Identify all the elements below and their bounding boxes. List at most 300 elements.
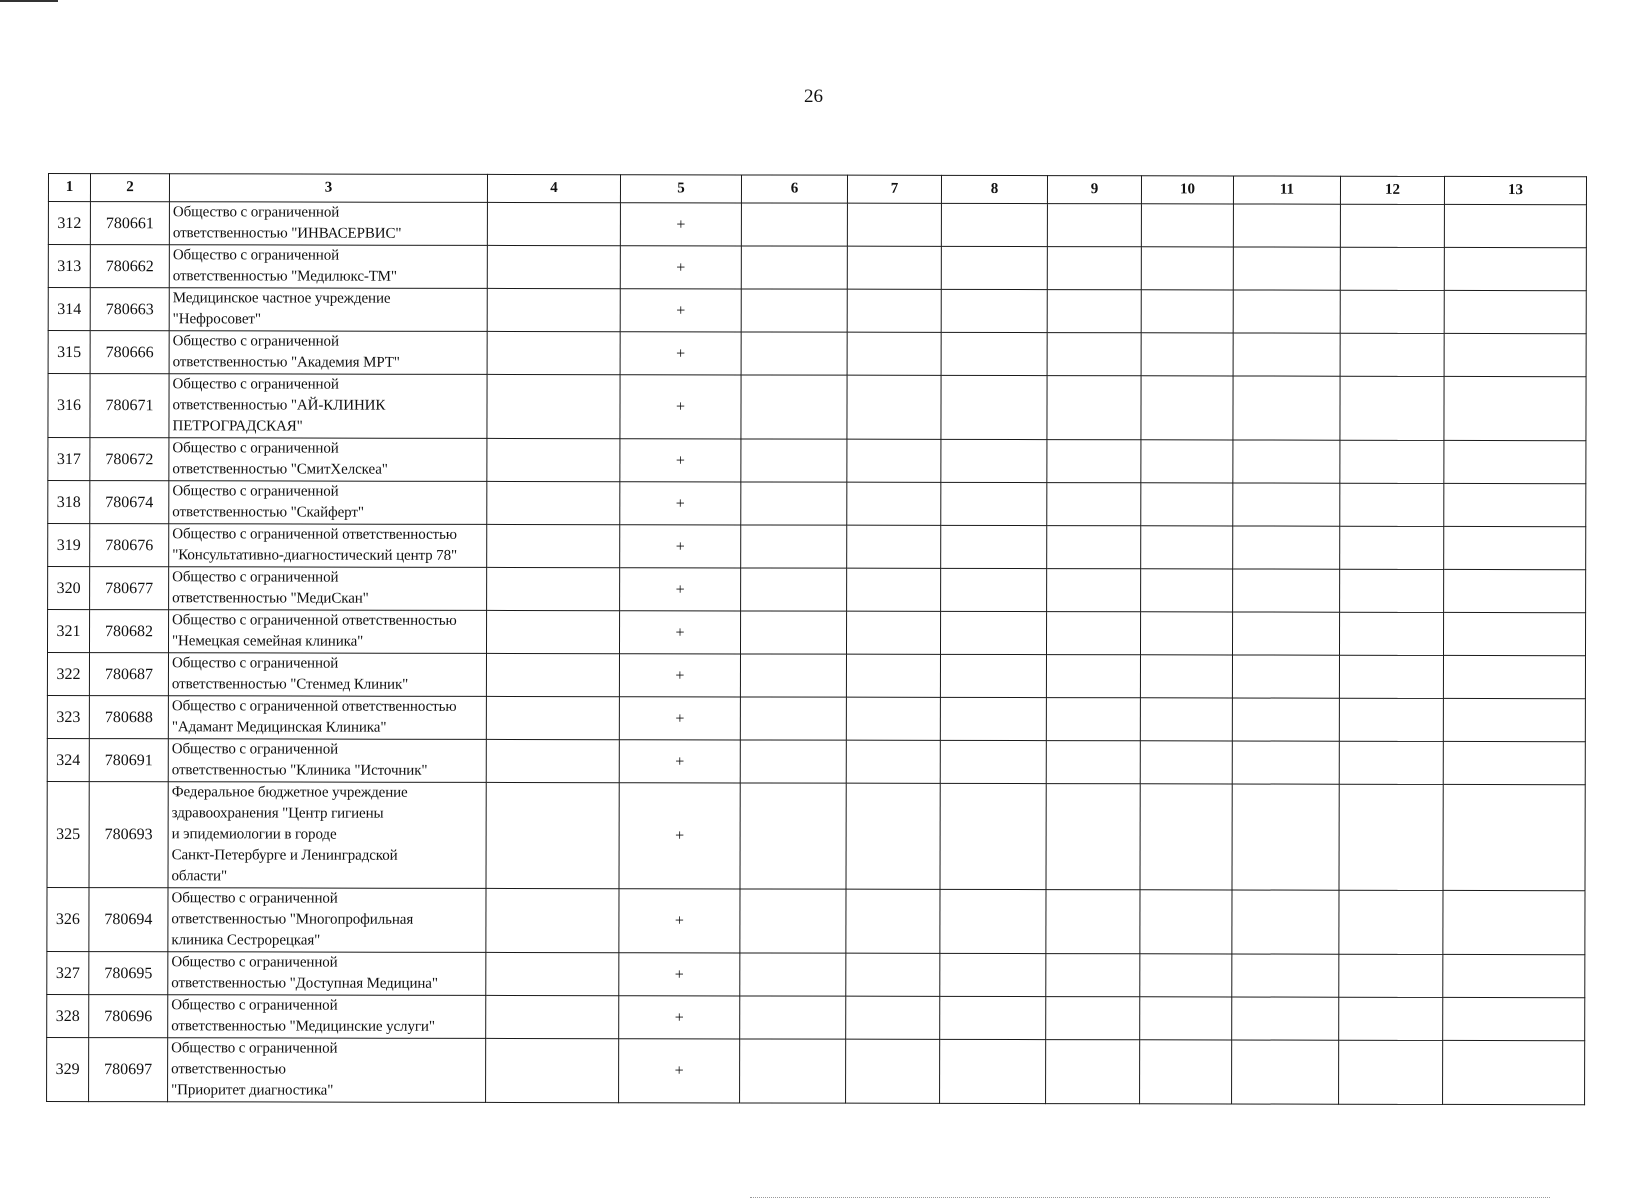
organization-name-cell: [168, 696, 486, 740]
organization-name-line: ответственностью "АЙ-КЛИНИК: [172, 397, 386, 414]
empty-cell: [941, 439, 1047, 482]
empty-cell: [1444, 376, 1586, 440]
empty-cell: [1046, 612, 1140, 655]
empty-cell: [1141, 290, 1233, 333]
row-number-cell: 323: [47, 695, 89, 738]
table-row: [48, 288, 1586, 334]
empty-cell: [486, 1038, 619, 1102]
table-row: [48, 245, 1586, 291]
empty-cell: [1047, 204, 1141, 247]
empty-cell: [1339, 997, 1443, 1040]
organization-name-line: Общество с ограниченной: [171, 954, 338, 971]
empty-cell: [487, 331, 620, 374]
empty-cell: [1141, 526, 1233, 569]
plus-mark-cell: +: [619, 740, 740, 783]
empty-cell: [740, 654, 846, 697]
footer-dotted-line: [750, 1197, 1550, 1198]
column-header: 10: [1141, 176, 1233, 204]
organization-name-line: ответственностью "Скайферт": [172, 504, 364, 521]
empty-cell: [846, 697, 940, 740]
empty-cell: [741, 439, 847, 482]
empty-cell: [847, 525, 941, 568]
organization-name-line: Санкт-Петербурге и Ленинградской: [171, 847, 398, 864]
row-number-cell: 327: [47, 951, 89, 994]
row-number-cell: 322: [47, 653, 89, 696]
empty-cell: [1141, 483, 1233, 526]
organization-name-line: Общество с ограниченной: [172, 483, 339, 500]
empty-cell: [1140, 741, 1232, 784]
organization-name-line: ответственностью "Стенмед Клиник": [171, 676, 409, 693]
empty-cell: [846, 953, 940, 996]
column-header: 12: [1340, 176, 1444, 204]
table-row: [47, 653, 1585, 699]
organization-name-cell: [168, 995, 486, 1039]
row-number-cell: 321: [47, 610, 89, 653]
organization-name-line: и эпидемиологии в городе: [171, 826, 337, 843]
empty-cell: [846, 740, 940, 783]
empty-cell: [941, 203, 1047, 246]
table-row: [48, 438, 1586, 484]
column-header: 3: [169, 174, 487, 203]
plus-mark-cell: +: [620, 375, 741, 439]
registry-code-cell: 780687: [89, 653, 168, 696]
plus-mark-cell: +: [620, 568, 741, 611]
empty-cell: [940, 783, 1046, 889]
organization-name-cell: [169, 202, 487, 246]
column-header: 11: [1233, 176, 1340, 204]
organization-name-cell: [168, 653, 486, 697]
empty-cell: [1443, 997, 1585, 1040]
registry-code-cell: 780693: [89, 782, 168, 888]
empty-cell: [1443, 1040, 1585, 1104]
plus-mark-cell: +: [620, 525, 741, 568]
registry-code-cell: 780663: [90, 288, 169, 331]
table-row: [47, 738, 1585, 784]
organization-name-line: "Приоритет диагностика": [171, 1082, 334, 1099]
empty-cell: [740, 1039, 846, 1103]
plus-mark-cell: +: [620, 332, 741, 375]
empty-cell: [1340, 333, 1444, 376]
empty-cell: [940, 996, 1046, 1039]
table-row: [48, 374, 1586, 441]
organization-name-cell: [169, 481, 487, 525]
empty-cell: [487, 288, 620, 331]
empty-cell: [486, 782, 619, 888]
column-header: 6: [741, 175, 847, 203]
empty-cell: [486, 696, 619, 739]
row-number-cell: 318: [48, 481, 90, 524]
organization-name-cell: [168, 952, 486, 996]
empty-cell: [1444, 440, 1586, 483]
organization-name-cell: [169, 567, 487, 611]
plus-mark-cell: +: [620, 246, 741, 289]
table-row: [47, 994, 1585, 1040]
registry-code-cell: 780695: [89, 952, 168, 995]
organization-name-line: Общество с ограниченной ответственностью: [171, 698, 457, 715]
empty-cell: [1047, 247, 1141, 290]
organization-name-line: Общество с ограниченной: [171, 1040, 338, 1057]
empty-cell: [1232, 997, 1339, 1040]
empty-cell: [1443, 698, 1585, 741]
organization-name-cell: [169, 288, 487, 332]
organization-name-line: "Адамант Медицинская Клиника": [171, 719, 387, 736]
empty-cell: [847, 375, 941, 439]
empty-cell: [486, 995, 619, 1038]
empty-cell: [1339, 612, 1443, 655]
registry-code-cell: 780682: [89, 610, 168, 653]
empty-cell: [847, 482, 941, 525]
empty-cell: [940, 654, 1046, 697]
organization-name-cell: [168, 782, 486, 889]
empty-cell: [1232, 655, 1339, 698]
organization-name-line: Общество с ограниченной ответственностью: [172, 612, 457, 629]
row-number-cell: 320: [48, 567, 90, 610]
table-row: [48, 331, 1586, 377]
empty-cell: [846, 889, 940, 953]
empty-cell: [941, 375, 1047, 439]
empty-cell: [486, 888, 619, 952]
empty-cell: [741, 246, 847, 289]
registry-code-cell: 780694: [89, 888, 168, 952]
empty-cell: [1233, 290, 1340, 333]
empty-cell: [940, 953, 1046, 996]
empty-cell: [846, 611, 940, 654]
empty-cell: [941, 246, 1047, 289]
row-number-cell: 329: [47, 1037, 89, 1101]
registry-code-cell: 780674: [90, 481, 169, 524]
empty-cell: [1232, 890, 1339, 954]
empty-cell: [940, 740, 1046, 783]
empty-cell: [1141, 569, 1233, 612]
empty-cell: [741, 482, 847, 525]
table-row: [48, 524, 1586, 570]
empty-cell: [1339, 741, 1443, 784]
organization-name-line: ответственностью "Академия МРТ": [172, 354, 400, 371]
organization-name-line: здравоохранения "Центр гигиены: [171, 805, 384, 822]
empty-cell: [1339, 954, 1443, 997]
organization-name-line: ответственностью "Многопрофильная: [171, 911, 414, 928]
organization-name-line: Общество с ограниченной: [172, 440, 339, 457]
registry-code-cell: 780696: [89, 995, 168, 1038]
empty-cell: [486, 653, 619, 696]
plus-mark-cell: +: [620, 439, 741, 482]
row-number-cell: 313: [48, 245, 90, 288]
header-row: [48, 174, 1586, 205]
organization-name-line: Медицинское частное учреждение: [172, 290, 391, 307]
organization-name-line: ответственностью "Медилюкс-ТМ": [172, 268, 397, 285]
registry-code-cell: 780676: [90, 524, 169, 567]
empty-cell: [847, 203, 941, 246]
row-number-cell: 317: [48, 438, 90, 481]
empty-cell: [1047, 526, 1141, 569]
empty-cell: [1047, 376, 1141, 440]
empty-cell: [741, 525, 847, 568]
empty-cell: [1233, 526, 1340, 569]
organization-name-cell: [169, 524, 487, 568]
column-header: 13: [1444, 176, 1586, 204]
organization-name-cell: [168, 1038, 486, 1103]
empty-cell: [1233, 569, 1340, 612]
empty-cell: [487, 438, 620, 481]
column-header: 9: [1047, 176, 1141, 204]
row-number-cell: 314: [48, 288, 90, 331]
empty-cell: [740, 783, 846, 889]
table-row: [47, 951, 1585, 997]
empty-cell: [741, 289, 847, 332]
empty-cell: [1443, 784, 1585, 890]
empty-cell: [846, 1039, 940, 1103]
empty-cell: [1232, 954, 1339, 997]
registry-code-cell: 780677: [90, 567, 169, 610]
empty-cell: [740, 996, 846, 1039]
registry-code-cell: 780666: [90, 331, 169, 374]
organization-name-line: Общество с ограниченной: [172, 204, 340, 221]
organization-name-line: ответственностью "Доступная Медицина": [171, 975, 438, 992]
empty-cell: [1140, 954, 1232, 997]
organization-name-line: области": [171, 868, 228, 885]
empty-cell: [1140, 890, 1232, 954]
table-row: [48, 481, 1586, 527]
organization-name-line: ответственностью "МедиСкан": [172, 590, 369, 607]
empty-cell: [1233, 204, 1340, 247]
organization-name-cell: [169, 245, 487, 289]
column-header: 7: [847, 175, 941, 203]
empty-cell: [846, 996, 940, 1039]
page-number: 26: [804, 86, 823, 107]
plus-mark-cell: +: [620, 289, 741, 332]
empty-cell: [1340, 376, 1444, 440]
empty-cell: [1047, 333, 1141, 376]
empty-cell: [1141, 247, 1233, 290]
row-number-cell: 316: [48, 374, 90, 438]
empty-cell: [1233, 483, 1340, 526]
empty-cell: [940, 697, 1046, 740]
plus-mark-cell: +: [619, 697, 740, 740]
organization-name-line: Общество с ограниченной: [171, 997, 338, 1014]
table-row: [48, 202, 1586, 248]
empty-cell: [1233, 376, 1340, 440]
organization-name-line: ПЕТРОГРАДСКАЯ": [172, 418, 303, 435]
empty-cell: [1233, 440, 1340, 483]
empty-cell: [1340, 204, 1444, 247]
empty-cell: [1046, 784, 1140, 890]
empty-cell: [487, 567, 620, 610]
registry-table: [46, 173, 1587, 1105]
table-row: [48, 567, 1586, 613]
empty-cell: [1232, 784, 1339, 890]
registry-code-cell: 780688: [89, 696, 168, 739]
empty-cell: [1443, 954, 1585, 997]
empty-cell: [1443, 655, 1585, 698]
column-header: 2: [90, 174, 169, 202]
empty-cell: [847, 289, 941, 332]
row-number-cell: 325: [47, 781, 89, 887]
empty-cell: [486, 610, 619, 653]
empty-cell: [1046, 954, 1140, 997]
empty-cell: [1141, 204, 1233, 247]
empty-cell: [941, 525, 1047, 568]
empty-cell: [1046, 890, 1140, 954]
empty-cell: [1047, 290, 1141, 333]
organization-name-cell: [169, 331, 487, 375]
empty-cell: [1232, 1040, 1339, 1104]
empty-cell: [1232, 741, 1339, 784]
registry-code-cell: 780691: [89, 739, 168, 782]
table-row: [47, 1037, 1585, 1104]
row-number-cell: 328: [47, 994, 89, 1037]
empty-cell: [847, 439, 941, 482]
organization-name-line: Общество с ограниченной ответственностью: [172, 526, 457, 543]
registry-code-cell: 780661: [90, 202, 169, 245]
organization-name-line: ответственностью: [171, 1061, 286, 1078]
empty-cell: [940, 889, 1046, 953]
organization-name-line: Общество с ограниченной: [171, 655, 339, 672]
empty-cell: [486, 739, 619, 782]
plus-mark-cell: +: [619, 783, 740, 889]
organization-name-line: "Консультативно-диагностический центр 78": [172, 547, 458, 564]
empty-cell: [847, 246, 941, 289]
empty-cell: [1047, 440, 1141, 483]
empty-cell: [1340, 247, 1444, 290]
empty-cell: [487, 202, 620, 245]
empty-cell: [1046, 997, 1140, 1040]
empty-cell: [1046, 1040, 1140, 1104]
row-number-cell: 326: [47, 887, 89, 951]
organization-name-line: Общество с ограниченной: [171, 890, 338, 907]
plus-mark-cell: +: [619, 953, 740, 996]
organization-name-line: "Немецкая семейная клиника": [172, 633, 364, 650]
empty-cell: [940, 1039, 1046, 1103]
organization-name-line: ответственностью "ИНВАСЕРВИС": [172, 225, 402, 242]
empty-cell: [1444, 333, 1586, 376]
organization-name-line: клиника Сестрорецкая": [171, 932, 321, 949]
organization-name-line: Общество с ограниченной: [172, 247, 340, 264]
plus-mark-cell: +: [619, 996, 740, 1039]
empty-cell: [1233, 247, 1340, 290]
row-number-cell: 319: [48, 524, 90, 567]
empty-cell: [846, 783, 940, 889]
empty-cell: [1140, 612, 1232, 655]
empty-cell: [846, 654, 940, 697]
empty-cell: [1443, 890, 1585, 954]
organization-name-line: ответственностью "Клиника "Источник": [171, 762, 428, 779]
empty-cell: [1444, 204, 1586, 247]
row-number-cell: 315: [48, 331, 90, 374]
empty-cell: [1046, 655, 1140, 698]
empty-cell: [1339, 655, 1443, 698]
empty-cell: [940, 611, 1046, 654]
empty-cell: [1233, 333, 1340, 376]
plus-mark-cell: +: [620, 203, 741, 246]
row-number-cell: 324: [47, 738, 89, 781]
empty-cell: [847, 332, 941, 375]
empty-cell: [1340, 440, 1444, 483]
registry-code-cell: 780662: [90, 245, 169, 288]
organization-name-cell: [169, 438, 487, 482]
registry-code-cell: 780697: [89, 1038, 168, 1102]
empty-cell: [1340, 569, 1444, 612]
column-header: 1: [48, 174, 90, 202]
empty-cell: [941, 289, 1047, 332]
registry-code-cell: 780671: [90, 374, 169, 438]
empty-cell: [1443, 612, 1585, 655]
empty-cell: [1444, 483, 1586, 526]
empty-cell: [1340, 483, 1444, 526]
empty-cell: [487, 374, 620, 438]
empty-cell: [1141, 440, 1233, 483]
empty-cell: [1047, 569, 1141, 612]
empty-cell: [740, 889, 846, 953]
empty-cell: [486, 952, 619, 995]
table-row: [47, 610, 1585, 656]
empty-cell: [487, 481, 620, 524]
empty-cell: [1140, 655, 1232, 698]
empty-cell: [1141, 333, 1233, 376]
empty-cell: [1140, 997, 1232, 1040]
table-body: [47, 202, 1587, 1105]
organization-name-cell: [168, 610, 486, 654]
organization-name-line: Общество с ограниченной: [172, 569, 339, 586]
column-header: 5: [620, 175, 741, 203]
empty-cell: [741, 568, 847, 611]
empty-cell: [1140, 698, 1232, 741]
column-header: 4: [487, 174, 620, 202]
empty-cell: [741, 375, 847, 439]
empty-cell: [1047, 483, 1141, 526]
empty-cell: [1444, 247, 1586, 290]
empty-cell: [740, 611, 846, 654]
empty-cell: [1339, 784, 1443, 890]
plus-mark-cell: +: [619, 611, 740, 654]
empty-cell: [1141, 376, 1233, 440]
empty-cell: [1232, 698, 1339, 741]
organization-name-line: ответственностью "Медицинские услуги": [171, 1018, 435, 1035]
empty-cell: [1140, 784, 1232, 890]
organization-name-line: "Нефросовет": [172, 311, 261, 328]
plus-mark-cell: +: [620, 482, 741, 525]
empty-cell: [1339, 890, 1443, 954]
empty-cell: [941, 482, 1047, 525]
empty-cell: [1339, 1040, 1443, 1104]
registry-code-cell: 780672: [90, 438, 169, 481]
empty-cell: [741, 203, 847, 246]
plus-mark-cell: +: [619, 654, 740, 697]
empty-cell: [740, 697, 846, 740]
column-header: 8: [941, 175, 1047, 203]
empty-cell: [1140, 1040, 1232, 1104]
empty-cell: [1232, 612, 1339, 655]
organization-name-line: Федеральное бюджетное учреждение: [171, 784, 408, 801]
organization-name-cell: [168, 888, 486, 953]
organization-name-line: Общество с ограниченной: [172, 333, 339, 350]
empty-cell: [1444, 569, 1586, 612]
organization-name-line: Общество с ограниченной: [171, 741, 339, 758]
table-row: [47, 695, 1585, 741]
empty-cell: [1444, 290, 1586, 333]
organization-name-cell: [169, 374, 487, 439]
empty-cell: [1046, 741, 1140, 784]
table-row: [47, 887, 1585, 954]
table-row: [47, 781, 1585, 890]
empty-cell: [487, 245, 620, 288]
empty-cell: [740, 953, 846, 996]
plus-mark-cell: +: [619, 889, 740, 953]
empty-cell: [1340, 526, 1444, 569]
empty-cell: [487, 524, 620, 567]
empty-cell: [1340, 290, 1444, 333]
organization-name-line: Общество с ограниченной: [172, 376, 339, 393]
empty-cell: [941, 332, 1047, 375]
